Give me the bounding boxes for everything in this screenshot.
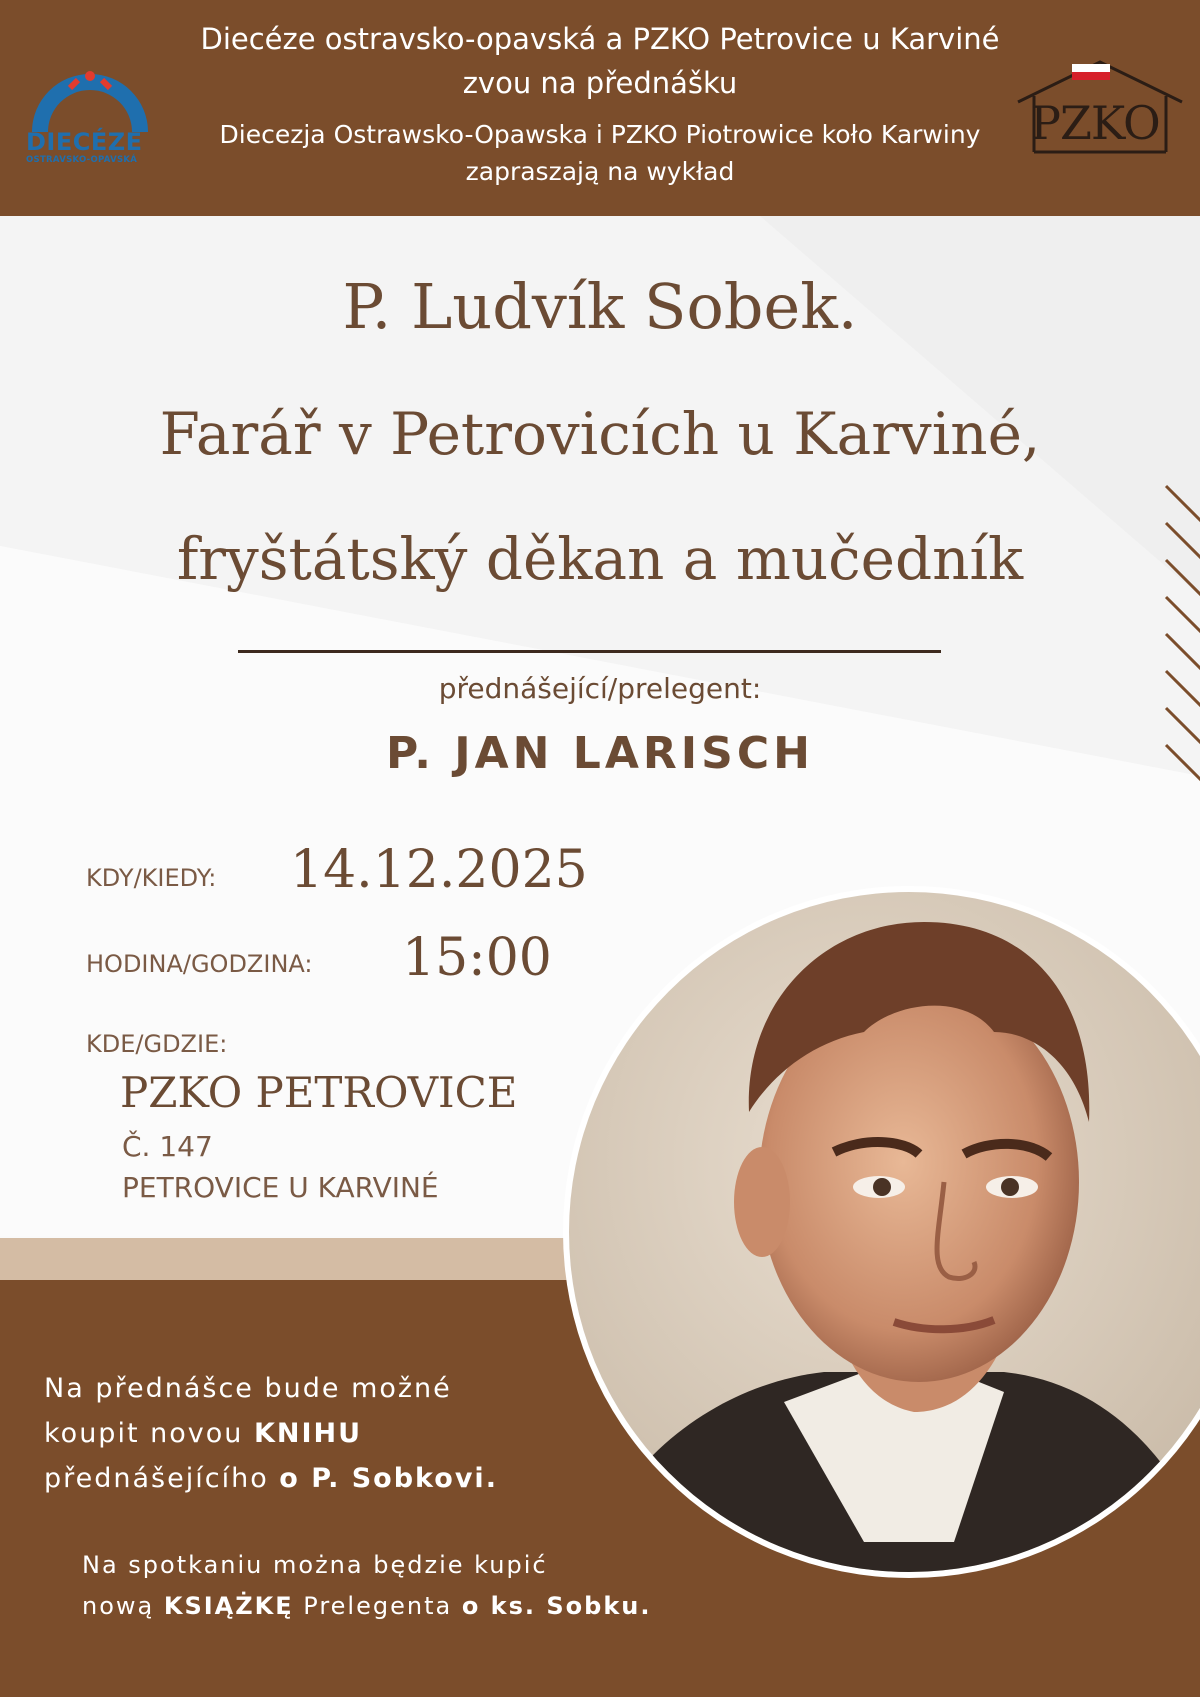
event-address-line-1: Č. 147 xyxy=(122,1130,213,1163)
book-note-czech-text: koupit novou xyxy=(44,1418,254,1449)
book-note-polish-line-2 xyxy=(82,1586,652,1627)
title-line-1: P. Ludvík Sobek. xyxy=(342,270,858,343)
header-polish-line-1: Diecezja Ostrawsko-Opawska i PZKO Piotrowice koło Karwiny xyxy=(219,120,981,149)
place-label: KDE/GDZIE: xyxy=(86,1030,228,1058)
pzko-logo-word: PZKO xyxy=(1030,96,1160,150)
title-divider xyxy=(238,650,941,653)
book-note-polish-text: nową xyxy=(82,1592,164,1620)
event-address-line-2: PETROVICE U KARVINÉ xyxy=(122,1171,439,1204)
header-czech-line-1: Diecéze ostravsko-opavská a PZKO Petrovice u Karviné xyxy=(200,22,1000,56)
title-line-2: Farář v Petrovicích u Karviné, xyxy=(159,400,1041,468)
title-line-3: fryštátský děkan a mučedník xyxy=(176,525,1024,593)
time-label: HODINA/GODZINA: xyxy=(86,950,313,978)
book-note-czech-emphasis: KNIHU xyxy=(253,1418,363,1449)
header-polish-line-2: zapraszają na wykład xyxy=(465,157,735,186)
diocese-logo-word: DIECÉZE xyxy=(26,128,143,156)
book-note-czech xyxy=(44,1366,498,1501)
event-time: 15:00 xyxy=(402,928,552,988)
book-note-czech-line-3 xyxy=(44,1456,498,1501)
event-place: PZKO PETROVICE xyxy=(120,1068,518,1117)
book-note-czech-line-2 xyxy=(44,1411,498,1456)
portrait-painting xyxy=(534,882,1200,1582)
book-note-polish-text: Prelegenta xyxy=(293,1592,462,1620)
book-note-czech-emphasis: o P. Sobkovi. xyxy=(279,1463,498,1494)
book-note-polish-emphasis: o ks. Sobku. xyxy=(461,1592,652,1620)
book-note-czech-text: přednášejícího xyxy=(44,1463,280,1494)
book-note-polish-line-1: Na spotkaniu można będzie kupić xyxy=(82,1551,548,1579)
diocese-logo-subtitle: OSTRAVSKO-OPAVSKÁ xyxy=(26,155,138,165)
book-note-polish-emphasis: KSIĄŻKĘ xyxy=(163,1592,294,1620)
header-czech-line-2: zvou na přednášku xyxy=(462,66,738,100)
book-note-czech-line-1: Na přednášce bude možné xyxy=(44,1373,452,1404)
lecturer-name: P. JAN LARISCH xyxy=(386,728,814,779)
date-label: KDY/KIEDY: xyxy=(86,864,217,892)
event-date: 14.12.2025 xyxy=(290,840,588,900)
lecturer-label: přednášející/prelegent: xyxy=(438,672,762,705)
